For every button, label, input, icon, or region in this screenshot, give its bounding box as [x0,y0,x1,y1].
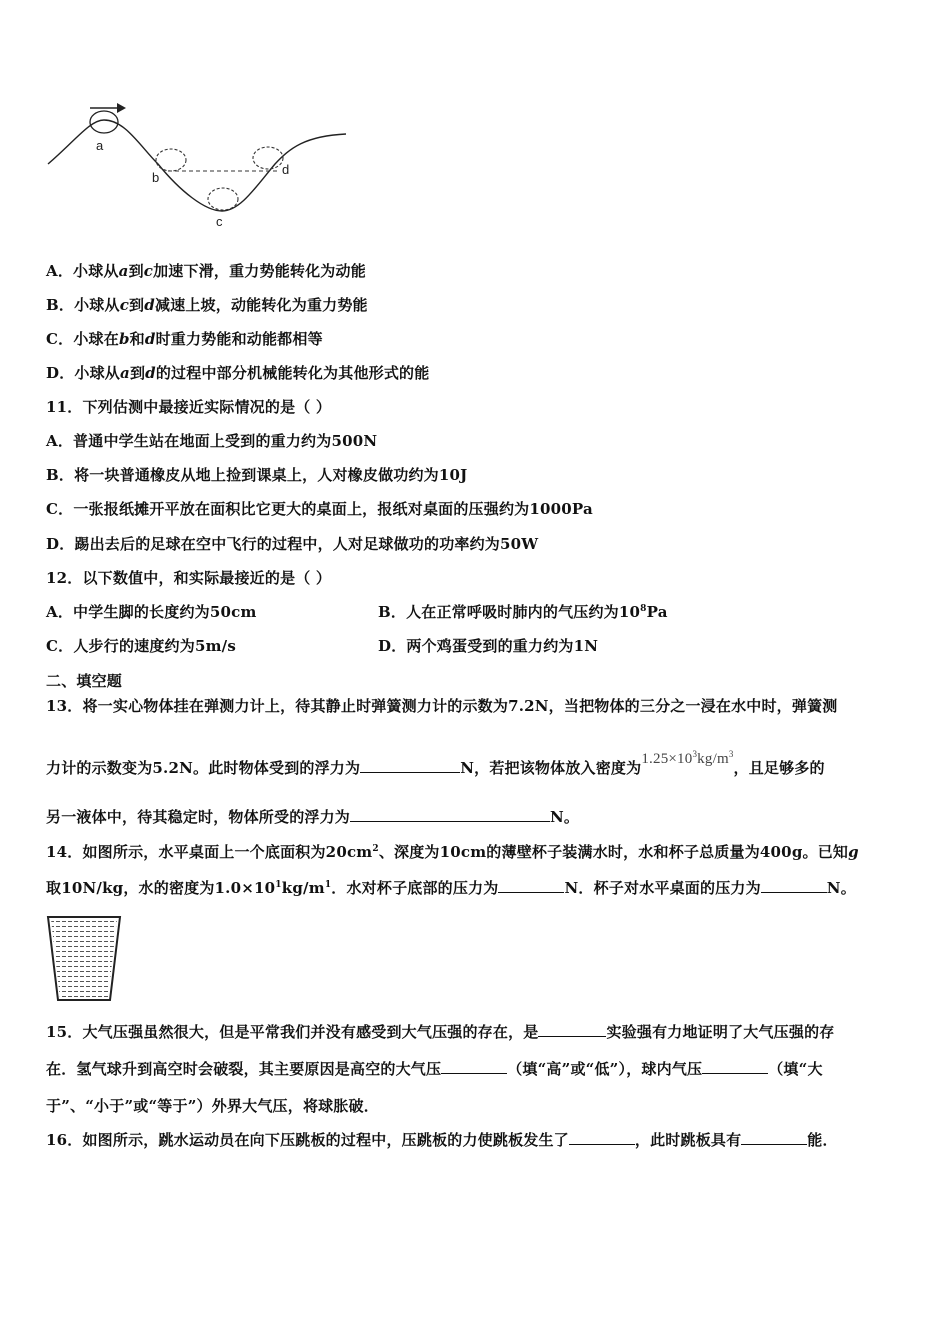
q16-line-1: 16．如图所示，跳水运动员在向下压跳板的过程中，压跳板的力使跳板发生了 ，此时跳板具有 能． [46,1131,838,1149]
ball-c [208,188,238,210]
q12-stem: 12．以下数值中，和实际最接近的是（ ） [46,569,332,587]
velocity-arrowhead [117,103,126,113]
q15-line-1: 15．大气压强虽然很大，但是平常我们并没有感受到大气压强的存在，是 实验强有力地证明了大气压强的存 [46,1023,835,1041]
q14-line-2: 取10N/kg，水的密度为$1.0\times 10^1kg/m^1$．水对杯子底部的压力为 N．杯子对水平桌面的压力为 N。 [46,879,856,897]
q15-blank-1[interactable] [538,1022,606,1037]
track-curve [48,120,346,211]
ball-b [156,149,186,171]
cup-water [51,919,117,998]
q11-option-a: A．普通中学生站在地面上受到的重力约为500N [46,432,378,450]
q13-line-1: 13．将一实心物体挂在弹测力计上，待其静止时弹簧测力计的示数为7.2N，当把物体的三分之一浸在水中时，弹簧测 [46,697,838,715]
label-b: b [152,170,160,185]
label-c: c [216,214,223,229]
q13-line-3: 另一液体中，待其稳定时，物体所受的浮力为 N。 [46,808,580,826]
ball-d [253,147,283,169]
q10-option-d: D．小球从a到d的过程中部分机械能转化为其他形式的能 [46,364,430,382]
q16-blank-1[interactable] [569,1130,635,1145]
q15-blank-3[interactable] [702,1059,768,1074]
cup-diagram [44,914,124,1004]
q14-blank-1[interactable] [498,878,564,893]
q16-blank-2[interactable] [741,1130,807,1145]
q10-option-a: A．小球从a到c加速下滑，重力势能转化为动能 [46,262,366,280]
q12-option-d: D．两个鸡蛋受到的重力约为1N [378,637,599,655]
q11-stem: 11．下列估测中最接近实际情况的是（ ） [46,398,332,416]
label-d: d [282,162,290,177]
track-diagram [40,96,360,236]
q15-blank-2[interactable] [441,1059,507,1074]
q15-line-3: 于”、“小于”或“等于”）外界大气压，将球胀破． [46,1097,379,1115]
q14-blank-2[interactable] [761,878,827,893]
q11-option-c: C．一张报纸摊开平放在面积比它更大的桌面上，报纸对桌面的压强约为1000Pa [46,500,593,518]
q14-line-1: 14．如图所示，水平桌面上一个底面积为$20cm^2$、深度为10cm的薄壁杯子装满水时，水和杯子总质量为400g。已知g [46,843,859,861]
q12-option-c: C．人步行的速度约为5m/s [46,637,236,655]
q13-line-2: 力计的示数变为5.2N。此时物体受到的浮力为 N，若把该物体放入密度为$1.25\times 10^3kg/m^3$，且足够多的 [46,749,825,777]
q10-option-c: C．小球在b和d时重力势能和动能都相等 [46,330,323,348]
q11-option-b: B．将一块普通橡皮从地上捡到课桌上，人对橡皮做功约为10J [46,466,468,484]
density-formula: $1.25\times 10^3kg/m^3$ [641,749,734,767]
section-title: 二、填空题 [46,672,123,690]
q12-option-b: B．人在正常呼吸时肺内的气压约为$10^8Pa$ [378,603,668,621]
label-a: a [96,138,104,153]
q12-option-a: A．中学生脚的长度约为50cm [46,603,257,621]
q13-blank-1[interactable] [360,758,460,773]
q10-option-b: B．小球从c到d减速上坡，动能转化为重力势能 [46,296,368,314]
q13-blank-2[interactable] [350,807,550,822]
q11-option-d: D．踢出去后的足球在空中飞行的过程中，人对足球做功的功率约为50W [46,535,539,553]
q15-line-2: 在．氢气球升到高空时会破裂，其主要原因是高空的大气压 （填“高”或“低”），球内气压 （填“大 [46,1060,823,1078]
